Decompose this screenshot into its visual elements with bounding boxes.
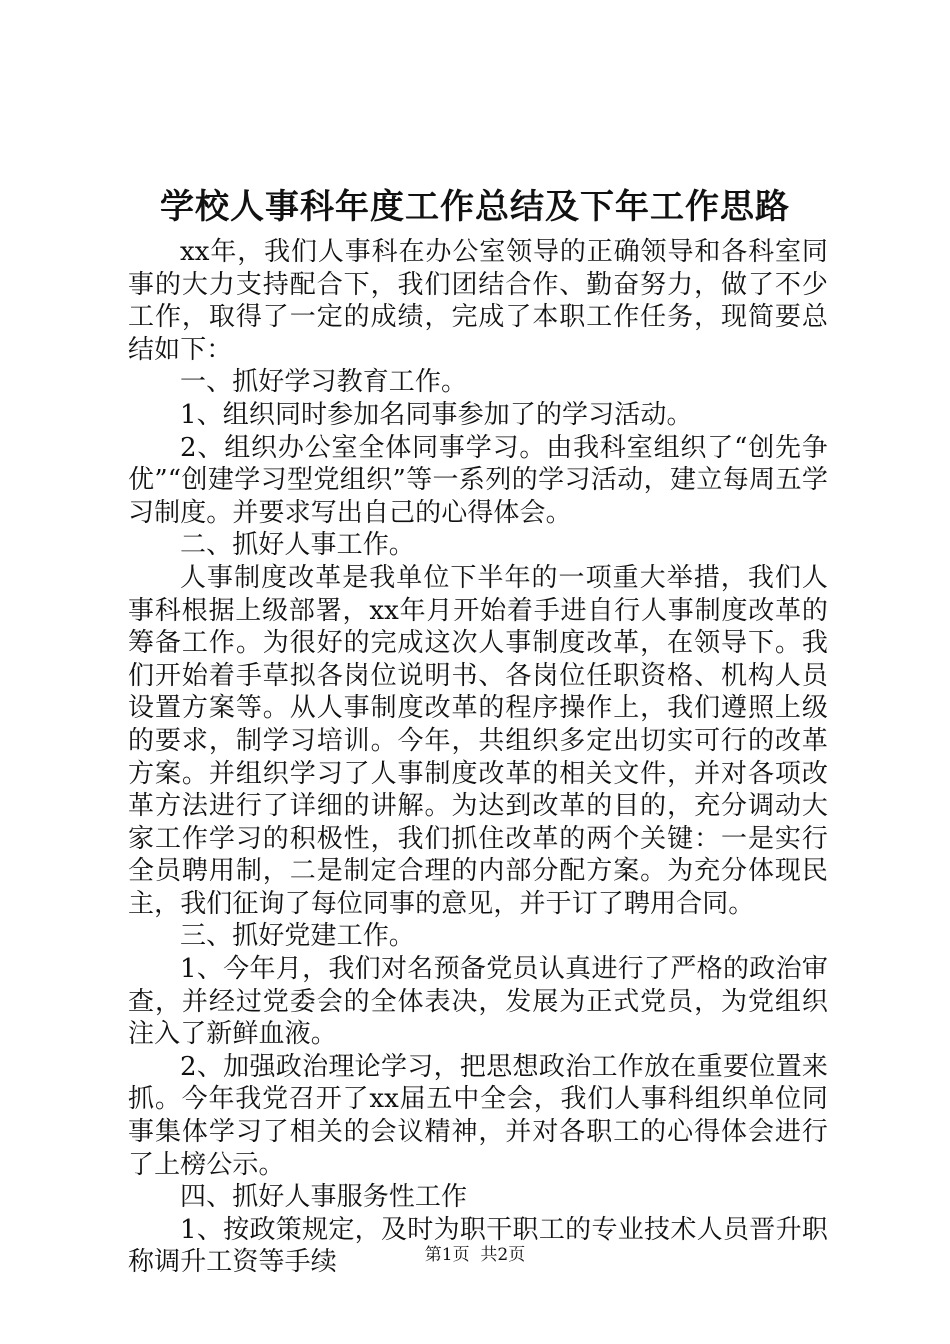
section-heading-personnel: 二、抓好人事工作。 (180, 530, 415, 561)
party-item-2: 2、加强政治理论学习，把思想政治工作放在重要位置来抓。今年我党召开了xx届五中全会，我们人事科组织单位同事集体学习了相关的会议精神，并对各职工的心得体会进行了上榜公示。 (128, 1051, 828, 1180)
intro-paragraph: xx年，我们人事科在办公室领导的正确领导和各科室同事的大力支持配合下，我们团结合作、勤奋努力，做了不少工作，取得了一定的成绩，完成了本职工作任务，现简要总结如下： (128, 237, 828, 365)
section-heading-party: 三、抓好党建工作。 (180, 921, 415, 952)
study-item-1: 1、组织同时参加名同事参加了的学习活动。 (180, 399, 693, 430)
service-item-1: 1、按政策规定，及时为职干职工的专业技术人员晋升职称调升工资等手续 (128, 1214, 828, 1278)
personnel-paragraph: 人事制度改革是我单位下半年的一项重大举措，我们人事科根据上级部署，xx年月开始着手进自行人事制度改革的筹备工作。为很好的完成这次人事制度改革，在领导下。我们开始着手草拟各岗位说明书、各岗位任职资格、机构人员设置方案等。从人事制度改革的程序操作上，我们遵照上级的要求，制学习培训。今年，共组织多定出切实可行的改革方案。并组织学习了人事制度改革的相关文件，并对各项改革方法进行了详细的讲解。为达到改革的目的，充分调动大家工作学习的积极性，我们抓住改革的两个关键：一是实行全员聘用制，二是制定合理的内部分配方案。为充分体现民主，我们征询了每位同事的意见，并于订了聘用合同。 (128, 562, 828, 919)
document-title: 学校人事科年度工作总结及下年工作思路 (160, 187, 790, 227)
page-footer: 第1页 共2页 (424, 1245, 526, 1265)
study-item-2: 2、组织办公室全体同事学习。由我科室组织了“创先争优”“创建学习型党组织”等一系列的学习活动，建立每周五学习制度。并要求写出自己的心得体会。 (128, 432, 828, 528)
section-heading-service: 四、抓好人事服务性工作 (180, 1182, 468, 1213)
section-heading-study: 一、抓好学习教育工作。 (180, 367, 468, 398)
party-item-1: 1、今年月，我们对名预备党员认真进行了严格的政治审查，并经过党委会的全体表决，发展为正式党员，为党组织注入了新鲜血液。 (128, 954, 828, 1050)
document-body (128, 236, 828, 1279)
